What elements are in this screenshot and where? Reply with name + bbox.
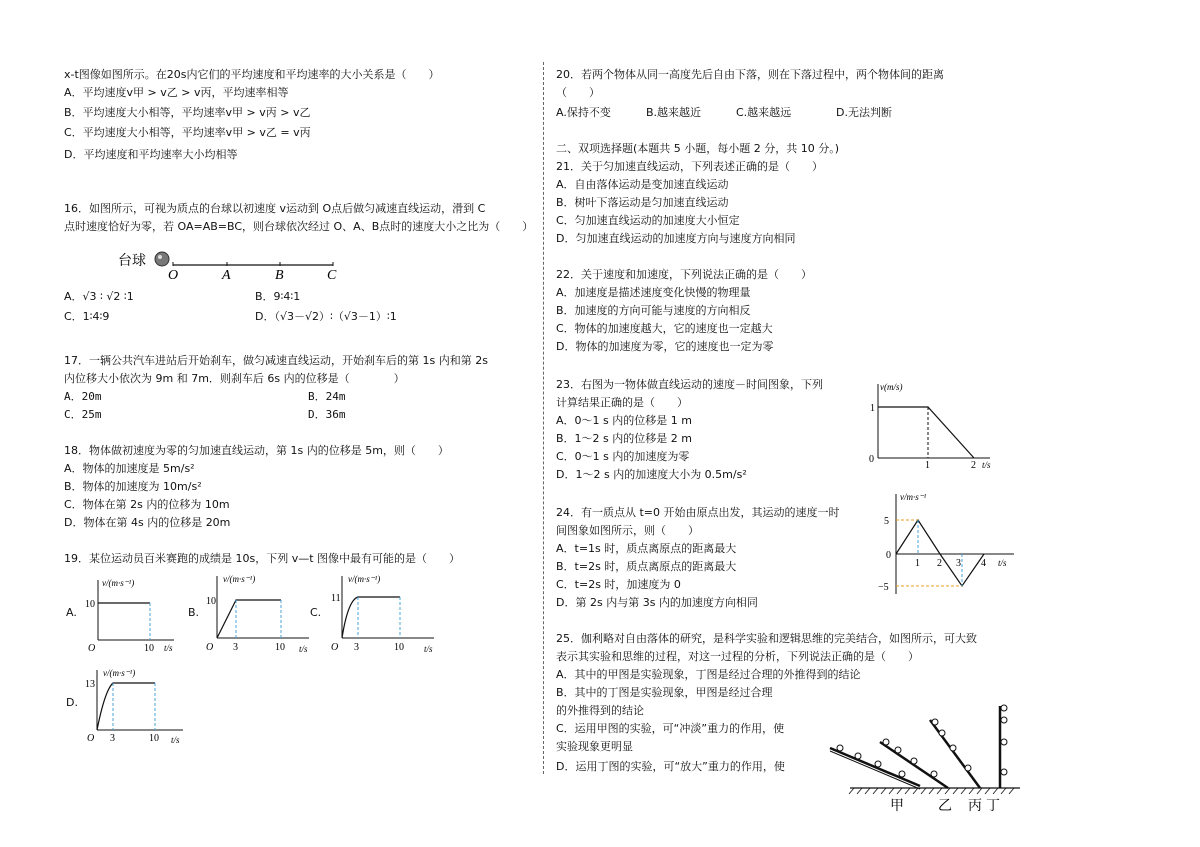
q23-option-d[interactable]: D．1～2 s 内的加速度大小为 0.5m/s² <box>556 468 747 481</box>
xlabel: t/s <box>982 460 991 470</box>
q18-option-a[interactable]: A．物体的加速度是 5m/s² <box>64 462 195 475</box>
origin-label: O <box>331 642 339 653</box>
xlabel: t/s <box>299 644 308 654</box>
incline-yi <box>880 739 948 788</box>
q24-stem-line1: 24．有一质点从 t=0 开始由原点出发，其运动的速度一时 <box>556 506 840 519</box>
q19-graph-d[interactable] <box>83 664 188 746</box>
right-column <box>548 0 1200 847</box>
label-yi: 乙 <box>938 799 952 814</box>
left-column <box>0 0 545 847</box>
peak-label: 10 <box>85 599 95 610</box>
ylabel: v(m/s) <box>880 382 903 392</box>
q15-option-d[interactable]: D．平均速度和平均速率大小均相等 <box>64 148 238 161</box>
velocity-line <box>896 520 984 586</box>
incline-jia <box>830 745 920 789</box>
q22-stem: 22．关于速度和加速度，下列说法正确的是（ ） <box>556 268 812 281</box>
q25-option-b-line1[interactable]: B．其中的丁图是实验现象，甲图是经过合理 <box>556 686 773 699</box>
q16-stem-line2: 点时速度恰好为零，若 OA=AB=BC，则台球依次经过 O、A、B点时的速度大小之比为（ ） <box>64 220 534 233</box>
label-jia: 甲 <box>890 799 904 814</box>
tick-label: 10 <box>144 643 154 654</box>
q16-point-c: C <box>327 268 337 282</box>
q25-option-a[interactable]: A．其中的甲图是实验现象，丁图是经过合理的外推得到的结论 <box>556 668 861 681</box>
q25-stem-line1: 25．伽利略对自由落体的研究，是科学实验和逻辑思维的完美结合，如图所示，可大致 <box>556 632 977 645</box>
tick-label-2: 10 <box>394 642 404 653</box>
q18-option-c[interactable]: C．物体在第 2s 内的位移为 10m <box>64 498 230 511</box>
origin-label: O <box>206 642 214 653</box>
q23-vt-graph <box>866 380 998 472</box>
y-tick-neg5: −5 <box>878 582 889 593</box>
q21-stem: 21．关于匀加速直线运动，下列表述正确的是（ ） <box>556 160 823 173</box>
peak-label: 10 <box>206 596 216 607</box>
q18-stem: 18．物体做初速度为零的匀加速直线运动，第 1s 内的位移是 5m，则（ ） <box>64 444 449 457</box>
q20-stem: 20．若两个物体从同一高度先后自由下落，则在下落过程中，两个物体间的距离 <box>556 68 944 81</box>
q18-option-d[interactable]: D．物体在第 4s 内的位移是 20m <box>64 516 231 529</box>
q21-option-c[interactable]: C．匀加速直线运动的加速度大小恒定 <box>556 214 740 227</box>
q16-stem-line1: 16．如图所示，可视为质点的台球以初速度 v运动到 O点后做匀减速直线运动，滑到 C <box>64 202 486 215</box>
q16-point-o: O <box>168 268 179 282</box>
q19-graph-a[interactable] <box>82 574 182 654</box>
q24-stem-line2: 间图象如图所示，则（ ） <box>556 524 699 537</box>
q25-option-c-line1[interactable]: C．运用甲图的实验，可“冲淡”重力的作用，使 <box>556 722 785 735</box>
q17-option-b[interactable]: B．24m <box>308 390 346 403</box>
velocity-line <box>97 683 155 730</box>
xlabel: t/s <box>998 558 1007 568</box>
q22-option-d[interactable]: D．物体的加速度为零，它的速度也一定为零 <box>556 340 774 353</box>
ylabel: v/(m·s⁻¹) <box>102 578 135 588</box>
q16-point-b: B <box>275 268 284 282</box>
q25-option-b-line2: 的外推得到的结论 <box>556 704 644 717</box>
q24-vt-graph <box>866 488 1026 604</box>
y-tick-5: 5 <box>884 516 889 527</box>
q23-option-a[interactable]: A．0～1 s 内的位移是 1 m <box>556 414 692 427</box>
q17-option-c[interactable]: C．25m <box>64 408 102 421</box>
q20-option-a[interactable]: A.保持不变 <box>556 106 611 119</box>
ylabel: v/(m·s⁻¹) <box>348 574 381 584</box>
y-tick-1: 1 <box>870 403 875 414</box>
q20-option-c[interactable]: C.越来越远 <box>736 106 792 119</box>
q24-option-c[interactable]: C．t=2s 时，加速度为 0 <box>556 578 681 591</box>
q15-option-c[interactable]: C．平均速度大小相等，平均速率v甲 > v乙 = v丙 <box>64 126 311 139</box>
q25-stem-line2: 表示其实验和思维的过程，对这一过程的分析，下列说法正确的是（ ） <box>556 650 919 663</box>
q16-option-c[interactable]: C．1∶4∶9 <box>64 310 110 323</box>
q21-option-a[interactable]: A．自由落体运动是变加速直线运动 <box>556 178 729 191</box>
ball-icon <box>155 252 169 266</box>
xlabel: t/s <box>171 735 180 745</box>
ylabel: v/(m·s⁻¹) <box>223 574 256 584</box>
q19-option-c-label[interactable]: C. <box>310 606 322 619</box>
q17-option-a[interactable]: A．20m <box>64 390 102 403</box>
origin-label: 0 <box>886 550 891 561</box>
incline-bing <box>930 719 980 788</box>
q16-ball-label: 台球 <box>118 254 146 269</box>
q20-paren: （ ） <box>556 86 600 99</box>
x-tick-1: 1 <box>925 460 930 471</box>
q20-option-d[interactable]: D.无法判断 <box>836 106 892 119</box>
peak-label: 11 <box>331 593 341 604</box>
q22-option-a[interactable]: A．加速度是描述速度变化快慢的物理量 <box>556 286 751 299</box>
x-tick-2: 2 <box>971 460 976 471</box>
q21-option-b[interactable]: B．树叶下落运动是匀加速直线运动 <box>556 196 729 209</box>
ylabel: v/m·s⁻¹ <box>900 492 927 502</box>
origin-label: 0 <box>869 454 874 465</box>
origin-label: O <box>87 733 95 744</box>
x-tick-4: 4 <box>981 558 986 569</box>
x-tick-1: 1 <box>915 558 920 569</box>
q15-option-a[interactable]: A．平均速度v甲 > v乙 > v丙，平均速率相等 <box>64 86 289 99</box>
vertical-ding <box>1000 705 1007 788</box>
q23-stem-line2: 计算结果正确的是（ ） <box>556 396 688 409</box>
q19-option-d-label[interactable]: D. <box>66 696 78 709</box>
label-ding: 丁 <box>986 799 1000 814</box>
peak-label: 13 <box>85 679 95 690</box>
q24-option-d[interactable]: D．第 2s 内与第 3s 内的加速度方向相同 <box>556 596 758 609</box>
section-two-heading: 二、双项选择题(本题共 5 小题，每小题 2 分，共 10 分。) <box>556 142 840 155</box>
q24-option-a[interactable]: A．t=1s 时，质点离原点的距离最大 <box>556 542 737 555</box>
xlabel: t/s <box>424 644 433 654</box>
x-tick-3: 3 <box>956 558 961 569</box>
q19-option-b-label[interactable]: B. <box>188 606 200 619</box>
q24-option-b[interactable]: B．t=2s 时，质点离原点的距离最大 <box>556 560 737 573</box>
q19-stem: 19．某位运动员百米赛跑的成绩是 10s，下列 v—t 图像中最有可能的是（ ） <box>64 552 461 565</box>
velocity-line <box>342 597 400 638</box>
q19-graph-c[interactable] <box>328 570 440 656</box>
q21-option-d[interactable]: D．匀加速直线运动的加速度方向与速度方向相同 <box>556 232 796 245</box>
q16-option-a[interactable]: A．√3 ∶ √2 ∶1 <box>64 290 134 303</box>
q16-option-d[interactable]: D．（√3－√2）∶（√3－1）∶1 <box>255 310 397 323</box>
velocity-line <box>217 600 281 638</box>
q15-option-b[interactable]: B．平均速度大小相等，平均速率v甲 > v丙 > v乙 <box>64 106 311 119</box>
xlabel: t/s <box>164 643 173 653</box>
x-tick-2: 2 <box>937 558 942 569</box>
tick-label-1: 3 <box>233 642 238 653</box>
label-bing: 丙 <box>968 799 982 814</box>
tick-label-2: 10 <box>275 642 285 653</box>
q22-option-b[interactable]: B．加速度的方向可能与速度的方向相反 <box>556 304 751 317</box>
q19-graph-b[interactable] <box>203 570 315 656</box>
velocity-line <box>878 407 974 458</box>
tick-label-1: 3 <box>354 642 359 653</box>
ball-highlight <box>158 255 162 259</box>
column-divider <box>543 62 544 774</box>
q16-point-a: A <box>222 268 231 282</box>
q20-option-b[interactable]: B.越来越近 <box>646 106 702 119</box>
q17-stem-line1: 17．一辆公共汽车进站后开始刹车，做匀减速直线运动，开始刹车后的第 1s 内和第 2s <box>64 354 488 367</box>
q16-option-b[interactable]: B．9∶4∶1 <box>255 290 301 303</box>
q17-option-d[interactable]: D．36m <box>308 408 346 421</box>
q23-stem-line1: 23．右图为一物体做直线运动的速度－时间图象，下列 <box>556 378 823 391</box>
ylabel: v/(m·s⁻¹) <box>103 668 136 678</box>
q23-option-b[interactable]: B．1～2 s 内的位移是 2 m <box>556 432 692 445</box>
q18-option-b[interactable]: B．物体的加速度为 10m/s² <box>64 480 202 493</box>
q22-option-c[interactable]: C．物体的加速度越大，它的速度也一定越大 <box>556 322 773 335</box>
ground-hatching <box>849 788 1014 794</box>
q19-option-a-label[interactable]: A. <box>66 606 77 619</box>
q23-option-c[interactable]: C．0～1 s 内的加速度为零 <box>556 450 690 463</box>
origin-label: O <box>88 643 96 654</box>
tick-label-2: 10 <box>149 733 159 744</box>
q15-stem: x-t图像如图所示。在20s内它们的平均速度和平均速率的大小关系是（ ） <box>64 68 440 81</box>
q17-stem-line2: 内位移大小依次为 9m 和 7m．则刹车后 6s 内的位移是（ ） <box>64 372 405 385</box>
q25-galileo-figure <box>820 700 1030 820</box>
tick-label-1: 3 <box>110 733 115 744</box>
q16-figure <box>115 246 355 282</box>
q25-option-c-line2: 实验现象更明显 <box>556 740 633 753</box>
q25-option-d-line1[interactable]: D．运用丁图的实验，可“放大”重力的作用，使 <box>556 760 785 773</box>
